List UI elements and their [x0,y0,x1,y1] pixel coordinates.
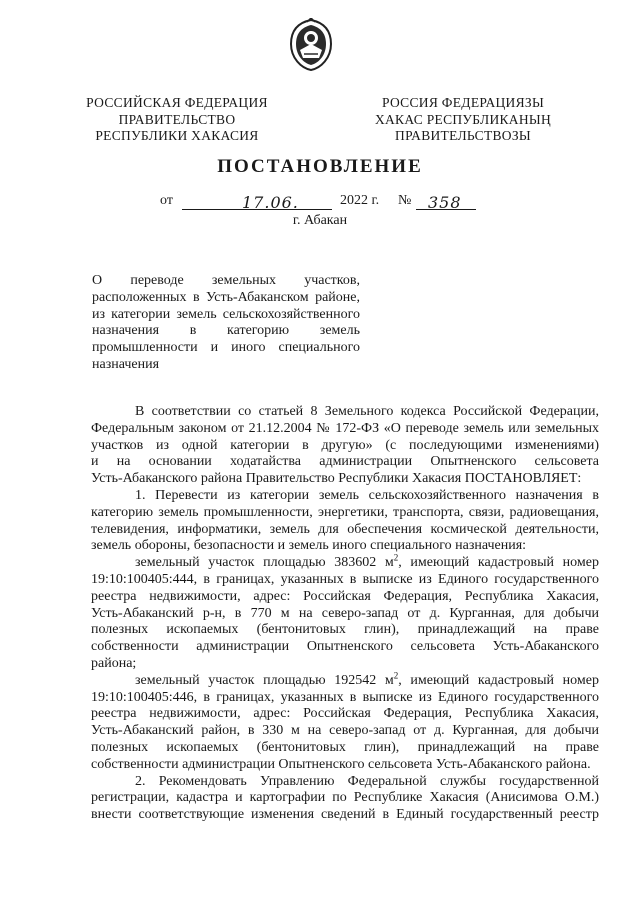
area-suffix: , имеющий кадастровый номер [398,555,599,571]
body-line: регистрации, кадастра и картографии по Республике Хакасия (Анисимова О.М.) [91,790,599,806]
header-left-line: РЕСПУБЛИКИ ХАКАСИЯ [95,128,259,143]
body-line: полезных ископаемых (бентонитовых глин), принадлежащий на праве [91,739,599,755]
area-unit-sup: 2 [393,670,399,681]
body-line: 19:10:100405:446, в границах, указанных в выписке из Единого государственного [91,689,599,705]
header-left-line: ПРАВИТЕЛЬСТВО [118,111,236,127]
handwritten-number: 358 [428,193,462,212]
body-line: и на основании ходатайства администрации Опытненского сельсовета [91,454,599,470]
body-line-area-1 [91,552,599,572]
document-title: ПОСТАНОВЛЕНИЕ [217,156,423,177]
body-line: внести соответствующие изменения сведений в Единый государственный реестр [91,807,599,823]
body-line: участков из одной категории в другую» (с последующими изменениями) [91,437,599,453]
subject-line: О переводе земельных участков, [92,273,360,288]
header-left-line: РОССИЙСКАЯ ФЕДЕРАЦИЯ [86,95,268,110]
area-text: земельный участок площадью 383602 м [135,555,394,571]
body-line: 1. Перевести из категории земель сельскохозяйственного назначения в [135,487,599,503]
header-right [348,95,578,145]
body-line: Федеральным законом от 21.12.2004 № 172-ФЗ «О переводе земель или земельных [91,420,599,436]
handwritten-date: 17.06. [242,193,299,212]
body-line: категорию земель промышленности, энергетики, транспорта, связи, радиовещания, [91,504,599,520]
date-year: 2022 г. [340,193,380,208]
header-left [62,95,292,145]
area-unit-sup: 2 [393,552,399,563]
subject-line: из категории земель сельскохозяйственного [92,306,360,322]
date-prefix: от [160,193,173,208]
body-line: реестра недвижимости, адрес: Российская Федерация, Республика Хакасия, [91,588,599,604]
subject-block [92,273,360,374]
body-line: 2. Рекомендовать Управлению Федеральной службы государственной [135,773,599,789]
body-line-area-2 [91,670,599,690]
body-line: Усть-Абаканский район, в 330 м на северо-запад от д. Курганная, для добычи [91,723,599,739]
coat-of-arms-emblem [287,18,335,72]
body-line: В соответствии со статьей 8 Земельного кодекса Российской Федерации, [135,404,599,419]
body-line: 19:10:100405:444, в границах, указанных в выписке из Единого государственного [91,571,599,587]
body-line: телевидения, информатики, земель для обеспечения космической деятельности, [91,521,599,537]
body-line: реестра недвижимости, адрес: Российская Федерация, Республика Хакасия, [91,706,599,722]
body-line: Усть-Абаканского района Правительство Республики Хакасия ПОСТАНОВЛЯЕТ: [91,471,582,487]
area-text: земельный участок площадью 192542 м [135,672,394,688]
area-suffix: , имеющий кадастровый номер [398,672,599,688]
body-line: полезных ископаемых (бентонитовых глин), принадлежащий на праве [91,622,599,638]
header-right-line: РОССИЯ ФЕДЕРАЦИЯЗЫ [381,95,545,110]
subject-line: расположенных в Усть-Абаканском районе, [92,289,360,305]
header-right-line: ПРАВИТЕЛЬСТВОЗЫ [395,128,531,143]
body-line: земель обороны, безопасности и земель иного специального назначения: [91,538,527,554]
body-line: Усть-Абаканский р-н, в 770 м на северо-запад от д. Курганная, для добычи [91,605,599,621]
subject-line: назначения [92,356,160,372]
date-number-line [160,193,500,213]
document-body [91,404,599,824]
subject-line: промышленности и иного специального [92,340,360,356]
body-line: собственности администрации Опытненского сельсовета Усть-Абаканского района. [91,756,591,772]
header-right-line: ХАКАС РЕСПУБЛИКАНЫҢ [374,111,552,127]
body-line: собственности администрации Опытненского сельсовета Усть-Абаканского [91,639,599,655]
subject-line: назначения в категорию земель [92,323,360,339]
body-line: района; [91,655,137,671]
city-line: г. Абакан [292,213,348,228]
number-sign: № [398,193,412,208]
